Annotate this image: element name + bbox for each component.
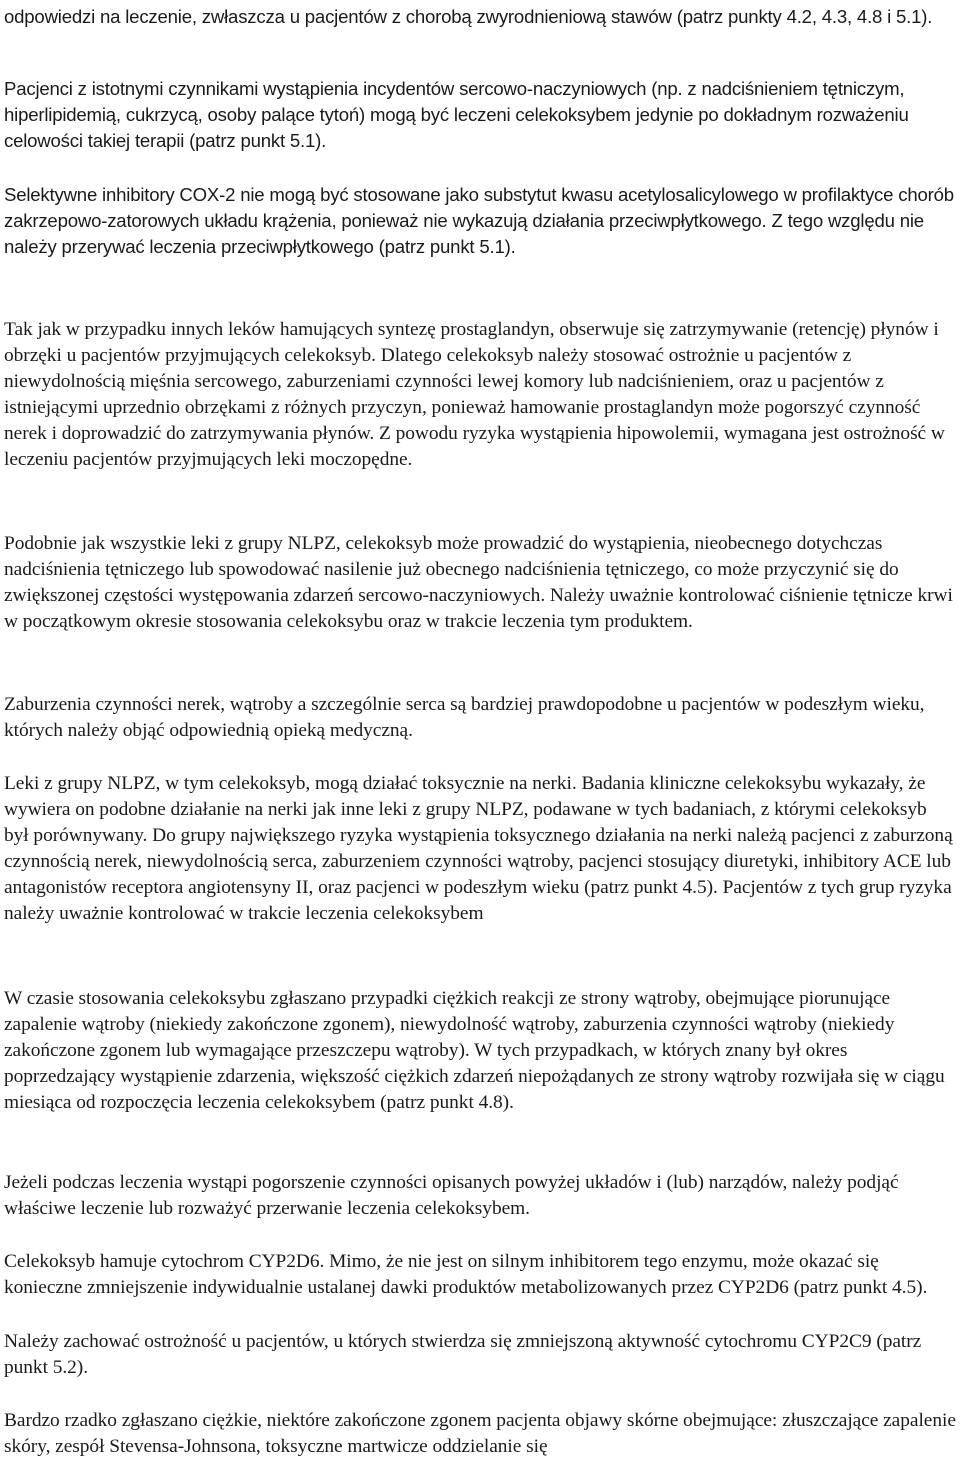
paragraph-hepatic-reactions: W czasie stosowania celekoksybu zgłaszano przypadki ciężkich reakcji ze strony wątroby, obejmujące piorunujące zapalenie wątroby (niekiedy zakończone zgonem), niewydolność wątroby, zaburzenia czynności wątroby (niekiedy zakończone zgonem lub wymagające przeszczepu wątroby). W tych przypadkach, w których znany był okres poprzedzający wystąpienie zdarzenia, większość ciężkich zdarzeń niepożądanych ze strony wątroby rozwijała się w ciągu miesiąca od rozpoczęcia leczenia celekoksybem (patrz punkt 4.8).: [4, 988, 945, 1113]
paragraph-organ-deterioration: Jeżeli podczas leczenia wystąpi pogorszenie czynności opisanych powyżej układów i (lub) narządów, należy podjąć właściwe leczenie lub rozważyć przerwanie leczenia celekoksybem.: [4, 1172, 899, 1219]
paragraph-treatment-response: odpowiedzi na leczenie, zwłaszcza u pacjentów z chorobą zwyrodnieniową stawów (patrz punkty 4.2, 4.3, 4.8 i 5.1).: [4, 6, 933, 27]
paragraph-cyp2d6: Celekoksyb hamuje cytochrom CYP2D6. Mimo, że nie jest on silnym inhibitorem tego enzymu, może okazać się konieczne zmniejszenie indywidualnie ustalanej dawki produktów metabolizowanych przez CYP2D6 (patrz punkt 4.5).: [4, 1251, 928, 1298]
paragraph-skin-reactions: Bardzo rzadko zgłaszano ciężkie, niektóre zakończone zgonem pacjenta objawy skórne obejmujące: złuszczające zapalenie skóry, zespół Stevensa-Johnsona, toksyczne martwicze oddzielanie się: [4, 1410, 956, 1457]
paragraph-cardiovascular-risk: Pacjenci z istotnymi czynnikami wystąpienia incydentów sercowo-naczyniowych (np. z nadciśnieniem tętniczym, hiperlipidemią, cukrzycą, osoby palące tytoń) mogą być leczeni celekoksybem jedynie po dokładnym rozważeniu celowości takiej terapii (patrz punkt 5.1).: [4, 78, 909, 151]
paragraph-cox2-antiplatelet: Selektywne inhibitory COX-2 nie mogą być stosowane jako substytut kwasu acetylosalicylowego w profilaktyce chorób zakrzepowo-zatorowych układu krążenia, ponieważ nie wykazują działania przeciwpłytkowego. Z tego względu nie należy przerywać leczenia przeciwpłytkowego (patrz punkt 5.1).: [4, 184, 954, 257]
paragraph-renal-toxicity: Leki z grupy NLPZ, w tym celekoksyb, mogą działać toksycznie na nerki. Badania kliniczne celekoksybu wykazały, że wywiera on podobne działanie na nerki jak inne leki z grupy NLPZ, podawane w tych badaniach, z którymi celekoksyb był porównywany. Do grupy największego ryzyka wystąpienia toksycznego działania na nerki należą pacjenci z zaburzoną czynnością nerek, niewydolnością serca, zaburzeniem czynności wątroby, pacjenci stosujący diuretyki, inhibitory ACE lub antagonistów receptora angiotensyny II, oraz pacjenci w podeszłym wieku (patrz punkt 4.5). Pacjentów z tych grup ryzyka należy uważnie kontrolować w trakcie leczenia celekoksybem: [4, 773, 953, 924]
paragraph-hypertension: Podobnie jak wszystkie leki z grupy NLPZ, celekoksyb może prowadzić do wystąpienia, nieobecnego dotychczas nadciśnienia tętniczego lub spowodować nasilenie już obecnego nadciśnienia tętniczego, co może przyczynić się do zwiększonej częstości występowania zdarzeń sercowo-naczyniowych. Należy uważnie kontrolować ciśnienie tętnicze krwi w początkowym okresie stosowania celekoksybu oraz w trakcie leczenia tym produktem.: [4, 533, 953, 632]
paragraph-fluid-retention: Tak jak w przypadku innych leków hamujących syntezę prostaglandyn, obserwuje się zatrzymywanie (retencję) płynów i obrzęki u pacjentów przyjmujących celekoksyb. Dlatego celekoksyb należy stosować ostrożnie u pacjentów z niewydolnością mięśnia sercowego, zaburzeniami czynności lewej komory lub nadciśnieniem, oraz u pacjentów z istniejącymi uprzednio obrzękami z różnych przyczyn, ponieważ hamowanie prostaglandyn może pogorszyć czynność nerek i doprowadzić do zatrzymywania płynów. Z powodu ryzyka wystąpienia hipowolemii, wymagana jest ostrożność w leczeniu pacjentów przyjmujących leki moczopędne.: [4, 319, 945, 470]
paragraph-elderly: Zaburzenia czynności nerek, wątroby a szczególnie serca są bardziej prawdopodobne u pacjentów w podeszłym wieku, których należy objąć odpowiednią opieką medyczną.: [4, 694, 925, 741]
paragraph-cyp2c9: Należy zachować ostrożność u pacjentów, u których stwierdza się zmniejszoną aktywność cytochromu CYP2C9 (patrz punkt 5.2).: [4, 1331, 922, 1378]
